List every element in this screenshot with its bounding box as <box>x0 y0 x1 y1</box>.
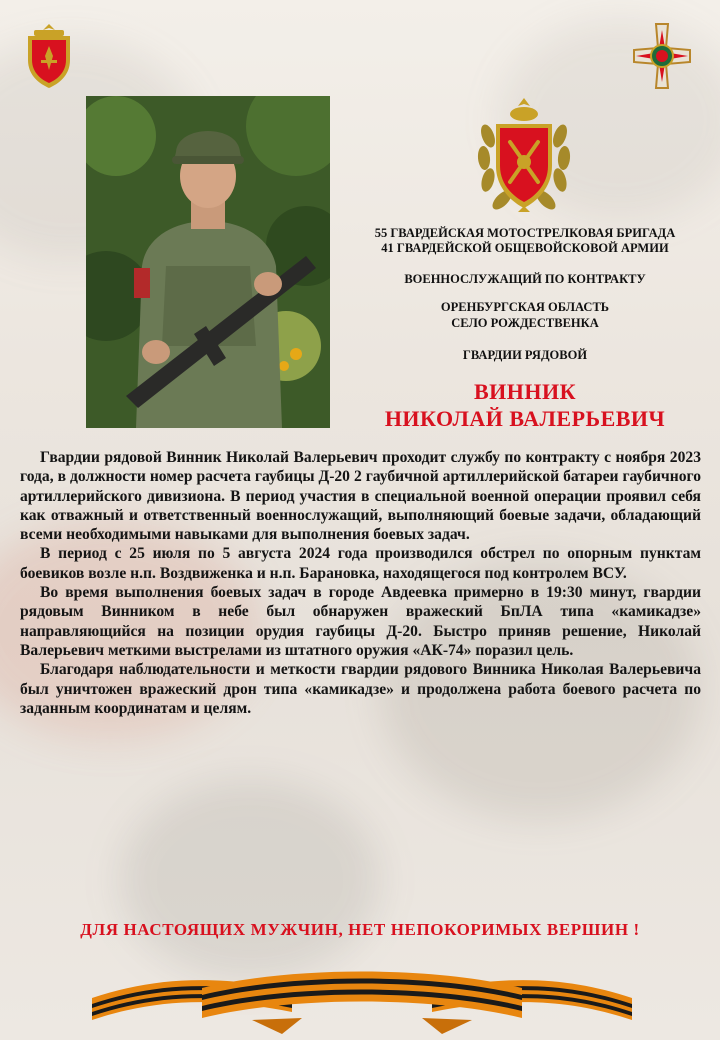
paragraph: Во время выполнения боевых задач в городе Авдеевка примерно в 19:30 минут, гвардии рядовым Винником в небе был обнаружен вражеский БпЛА типа «камикадзе» направляющийся на позиции орудия гаубицы Д-20. Быстро приняв решение, Николай Валерьевич меткими выстрелами из штатного оружия «АК-74» поразил цель. <box>20 584 701 659</box>
order-cross-icon <box>628 22 696 90</box>
motto: ДЛЯ НАСТОЯЩИХ МУЖЧИН, НЕТ НЕПОКОРИМЫХ ВЕРШИН ! <box>80 920 640 939</box>
region: ОРЕНБУРГСКАЯ ОБЛАСТЬ <box>440 300 610 314</box>
paragraph: Гвардии рядовой Винник Николай Валерьевич проходит службу по контракту с ноября 2023 года, в должности номер расчета гаубицы Д-20 2 гаубичной артиллерийской батареи гаубичного артиллерийского дивизиона. В период участия в специальной военной операции проявил себя как отважный и ответственный военнослужащий, выполняющий боевые задачи, обладающий всеми необходимыми навыками для выполнения боевых задач. <box>20 449 701 544</box>
st-george-ribbon-icon <box>92 968 632 1034</box>
village: СЕЛО РОЖДЕСТВЕНКА <box>451 316 599 330</box>
person-name <box>340 378 710 432</box>
paragraph: В период с 25 июля по 5 августа 2024 года производился обстрел по опорным пунктам боевиков возле н.п. Воздвиженка и н.п. Барановка, находящегося под контролем ВСУ. <box>20 545 701 582</box>
soldier-portrait-image <box>86 96 330 428</box>
brigade-line-2: 41 ГВАРДЕЙСКОЙ ОБЩЕВОЙСКОВОЙ АРМИИ <box>381 241 669 255</box>
biography-text <box>20 448 701 718</box>
rank: ГВАРДИИ РЯДОВОЙ <box>462 348 588 362</box>
service-type: ВОЕННОСЛУЖАЩИЙ ПО КОНТРАКТУ <box>404 272 646 286</box>
brigade-title <box>340 226 710 256</box>
artillery-wreath-emblem-icon <box>472 96 576 220</box>
brigade-shield-icon <box>20 22 78 90</box>
brigade-line-1: 55 ГВАРДЕЙСКАЯ МОТОСТРЕЛКОВАЯ БРИГАДА <box>374 226 676 240</box>
surname: ВИННИК <box>473 379 577 404</box>
paragraph: Благодаря наблюдательности и меткости гвардии рядового Винника Николая Валерьевича был уничтожен вражеский дрон типа «камикадзе» и продолжена работа боевого расчета по заданным координатам и целям. <box>20 661 701 717</box>
given-names: НИКОЛАЙ ВАЛЕРЬЕВИЧ <box>384 406 666 431</box>
soldier-photo <box>86 96 330 428</box>
